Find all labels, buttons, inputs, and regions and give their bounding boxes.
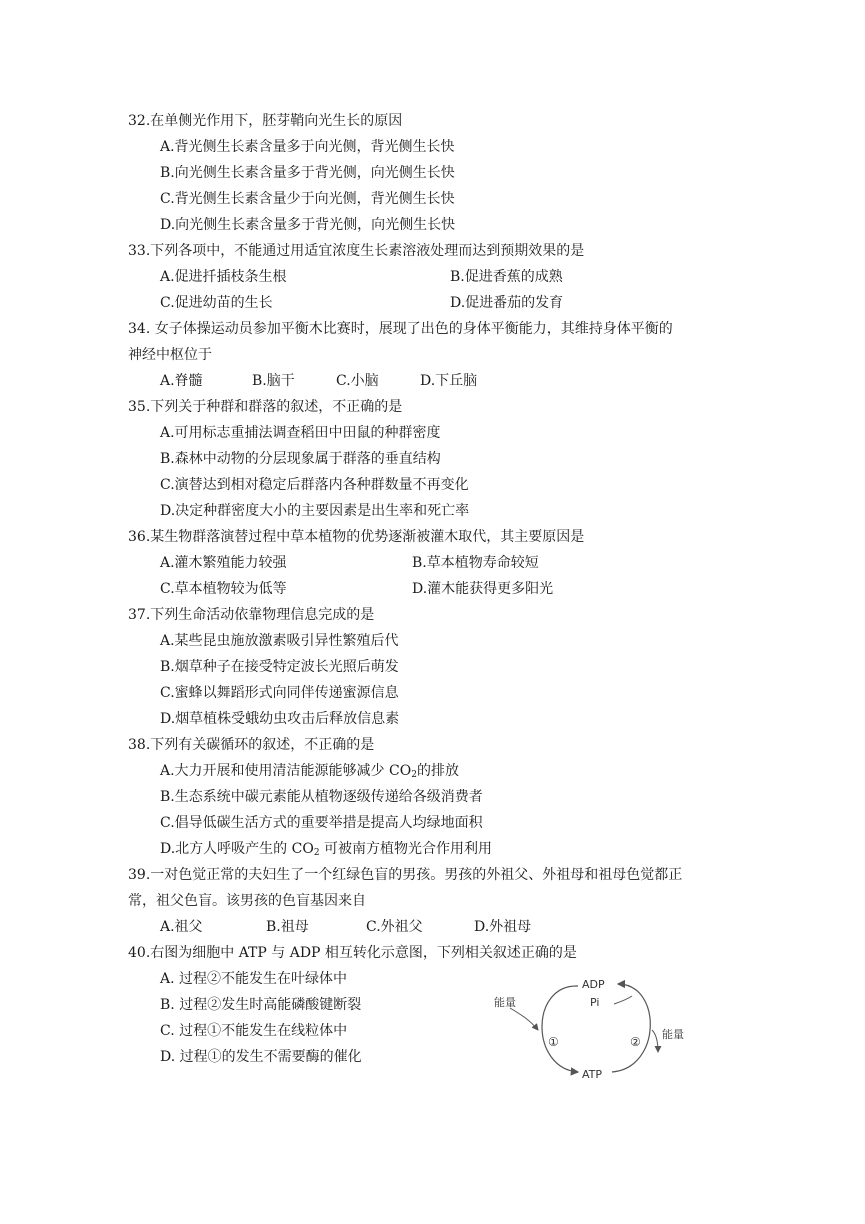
question-39-option-c: C.外祖父 — [366, 919, 423, 935]
question-32-option-d: D.向光侧生长素含量多于背光侧，向光侧生长快 — [160, 217, 456, 233]
question-35-option-b: B.森林中动物的分层现象属于群落的垂直结构 — [160, 451, 441, 467]
question-40-option-d: D. 过程①的发生不需要酶的催化 — [160, 1049, 362, 1065]
pi-label: Pi — [590, 996, 600, 1009]
process-2-label: ② — [630, 1035, 641, 1049]
question-34-option-d: D.下丘脑 — [420, 373, 478, 389]
process-1-arrow — [542, 986, 578, 1072]
question-34-option-a: A.脊髓 — [160, 373, 203, 389]
question-38-option-c: C.倡导低碳生活方式的重要举措是提高人均绿地面积 — [160, 815, 483, 831]
question-37-option-a: A.某些昆虫施放激素吸引异性繁殖后代 — [160, 633, 399, 649]
question-37-stem: 37.下列生命活动依靠物理信息完成的是 — [128, 607, 375, 623]
energy-right-label: 能量 — [662, 1028, 684, 1041]
question-32-stem: 32.在单侧光作用下，胚芽鞘向光生长的原因 — [128, 113, 403, 129]
question-34-stem-continued: 神经中枢位于 — [128, 347, 212, 363]
question-39-stem: 39.一对色觉正常的夫妇生了一个红绿色盲的男孩。男孩的外祖父、外祖母和祖母色觉都正 — [128, 867, 683, 883]
question-36-option-d: D.灌木能获得更多阳光 — [412, 581, 554, 597]
atp-adp-cycle-diagram — [490, 972, 700, 1084]
question-39-stem-continued: 常，祖父色盲。该男孩的色盲基因来自 — [128, 893, 366, 909]
question-38-option-b: B.生态系统中碳元素能从植物逐级传递给各级消费者 — [160, 789, 483, 805]
question-33-option-b: B.促进香蕉的成熟 — [450, 269, 563, 285]
question-32-option-c: C.背光侧生长素含量少于向光侧，背光侧生长快 — [160, 191, 455, 207]
question-37-option-c: C.蜜蜂以舞蹈形式向同伴传递蜜源信息 — [160, 685, 399, 701]
question-39-option-a: A.祖父 — [160, 919, 203, 935]
question-36-stem: 36.某生物群落演替过程中草本植物的优势逐渐被灌木取代，其主要原因是 — [128, 529, 585, 545]
atp-label: ATP — [582, 1068, 603, 1081]
question-38-option-d: D.北方人呼吸产生的 $CO_2$ 可被南方植物光合作用利用 — [160, 841, 493, 858]
question-33-option-c: C.促进幼苗的生长 — [160, 295, 273, 311]
question-34-stem: 34. 女子体操运动员参加平衡木比赛时，展现了出色的身体平衡能力，其维持身体平衡的 — [128, 321, 673, 337]
energy-in-arrow — [510, 1008, 538, 1030]
question-34-option-c: C.小脑 — [336, 373, 379, 389]
question-32-option-a: A.背光侧生长素含量多于向光侧，背光侧生长快 — [160, 139, 455, 155]
question-37-option-d: D.烟草植株受蛾幼虫攻击后释放信息素 — [160, 711, 400, 727]
pi-branch-line — [614, 996, 632, 1004]
question-36-option-a: A.灌木繁殖能力较强 — [160, 555, 287, 571]
question-36-option-c: C.草本植物较为低等 — [160, 581, 287, 597]
question-34-option-b: B.脑干 — [252, 373, 295, 389]
question-35-option-d: D.决定种群密度大小的主要因素是出生率和死亡率 — [160, 503, 470, 519]
energy-left-label: 能量 — [494, 996, 516, 1009]
process-2-arrow — [612, 984, 650, 1072]
question-40-stem: 40.右图为细胞中 ATP 与 ADP 相互转化示意图，下列相关叙述正确的是 — [128, 945, 577, 961]
question-37-option-b: B.烟草种子在接受特定波长光照后萌发 — [160, 659, 399, 675]
question-40-option-c: C. 过程①不能发生在线粒体中 — [160, 1023, 348, 1039]
question-33-stem: 33.下列各项中，不能通过用适宜浓度生长素溶液处理而达到预期效果的是 — [128, 243, 585, 259]
question-40-option-b: B. 过程②发生时高能磷酸键断裂 — [160, 997, 362, 1013]
question-38-option-a: A.大力开展和使用清洁能源能够减少 $CO_2$的排放 — [160, 763, 459, 780]
question-32-option-b: B.向光侧生长素含量多于背光侧，向光侧生长快 — [160, 165, 455, 181]
process-1-label: ① — [548, 1035, 559, 1049]
adp-label: ADP — [582, 978, 605, 991]
question-33-option-a: A.促进扦插枝条生根 — [160, 269, 287, 285]
question-39-option-b: B.祖母 — [266, 919, 309, 935]
question-35-option-c: C.演替达到相对稳定后群落内各种群数量不再变化 — [160, 477, 469, 493]
question-40-option-a: A. 过程②不能发生在叶绿体中 — [160, 971, 348, 987]
question-35-option-a: A.可用标志重捕法调查稻田中田鼠的种群密度 — [160, 425, 441, 441]
question-35-stem: 35.下列关于种群和群落的叙述，不正确的是 — [128, 399, 403, 415]
question-39-option-d: D.外祖母 — [474, 919, 532, 935]
question-38-stem: 38.下列有关碳循环的叙述，不正确的是 — [128, 737, 375, 753]
question-33-option-d: D.促进番茄的发育 — [450, 295, 564, 311]
energy-out-arrow — [652, 1030, 658, 1052]
question-36-option-b: B.草本植物寿命较短 — [412, 555, 539, 571]
